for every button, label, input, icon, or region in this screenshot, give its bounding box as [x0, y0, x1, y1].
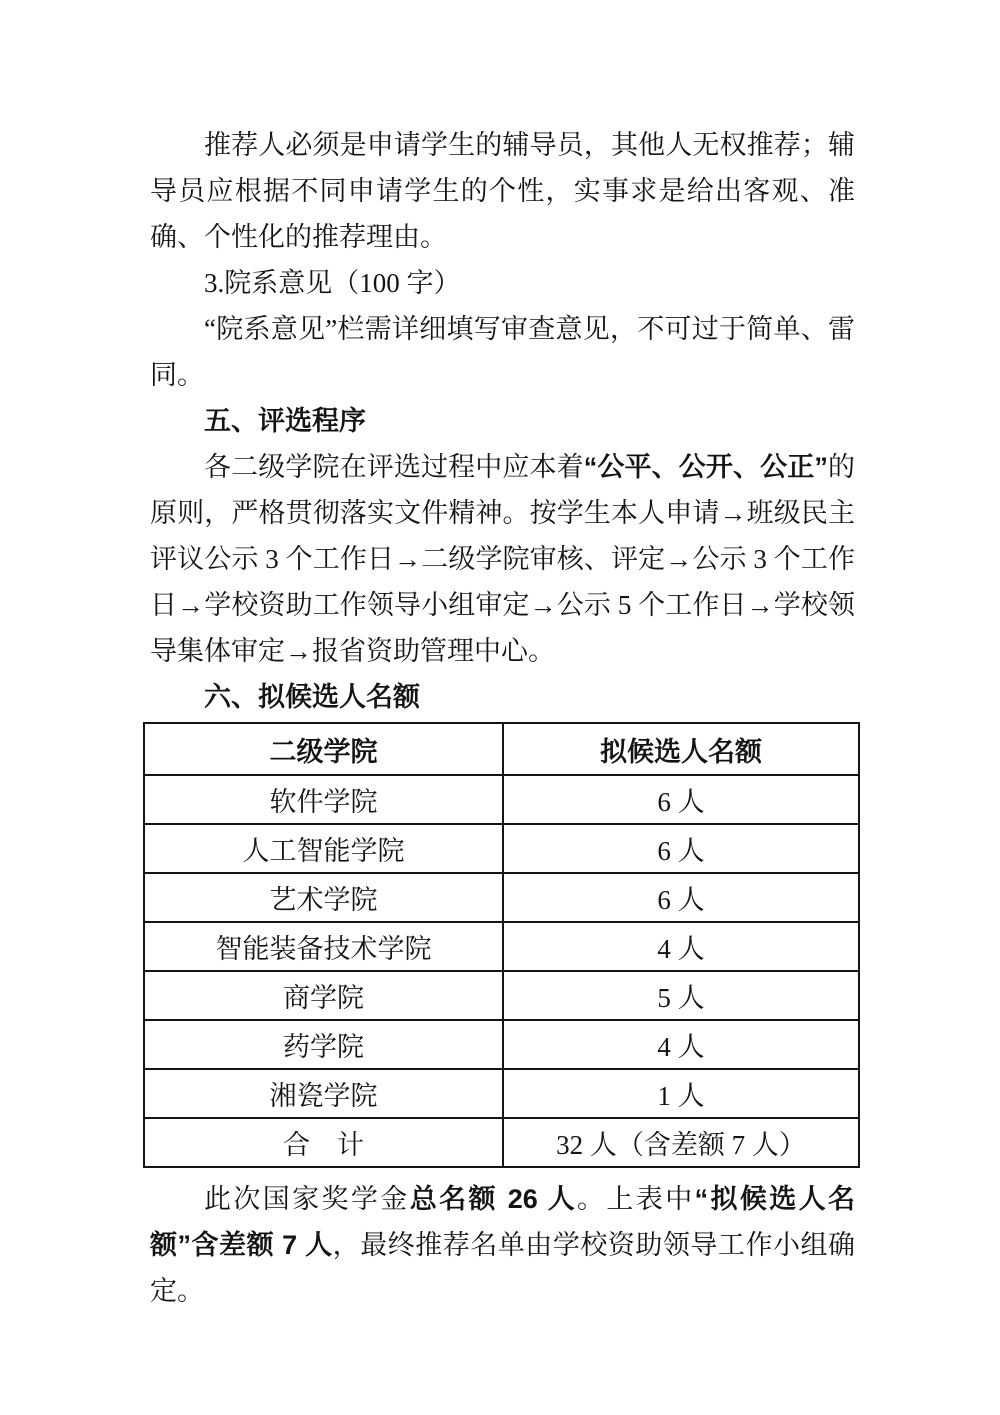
paragraph-selection-procedure — [150, 444, 855, 674]
heading-text: 五、评选程序 — [204, 406, 366, 436]
paragraph-total-quota-note — [150, 1176, 855, 1314]
table-row — [144, 873, 859, 922]
column-header-college: 二级学院 — [144, 723, 503, 775]
table-row — [144, 1069, 859, 1118]
text-segment-bold: 总名额 26 人 — [409, 1184, 578, 1214]
table-row — [144, 775, 859, 824]
cell-college: 商学院 — [144, 971, 503, 1020]
text-segment: 3.院系意见（100 字） — [204, 268, 461, 298]
text-segment: 各二级学院在评选过程中应本着 — [204, 452, 584, 482]
heading-text: 六、拟候选人名额 — [204, 682, 420, 712]
text-segment-bold: “拟候选人名额”含差额 7 人 — [150, 1184, 856, 1260]
cell-college: 人工智能学院 — [144, 824, 503, 873]
section-heading-selection-procedure — [150, 398, 855, 444]
cell-quota-total: 32 人（含差额 7 人） — [503, 1118, 859, 1167]
text-segment: 。上表中 — [577, 1184, 695, 1214]
cell-college: 艺术学院 — [144, 873, 503, 922]
text-segment: “院系意见”栏需详细填写审查意见，不可过于简单、雷同。 — [150, 314, 855, 390]
text-segment: ，最终推荐名单由学校资助领导工作小组确定。 — [150, 1230, 855, 1306]
table-header-row — [144, 723, 859, 775]
table-row — [144, 824, 859, 873]
cell-college: 智能装备技术学院 — [144, 922, 503, 971]
table-row-total — [144, 1118, 859, 1167]
table-row — [144, 922, 859, 971]
cell-quota: 6 人 — [503, 775, 859, 824]
table-row — [144, 1020, 859, 1069]
column-header-quota: 拟候选人名额 — [503, 723, 859, 775]
cell-quota: 4 人 — [503, 1020, 859, 1069]
text-segment: 此次国家奖学金 — [204, 1184, 410, 1214]
cell-quota: 4 人 — [503, 922, 859, 971]
cell-quota: 6 人 — [503, 873, 859, 922]
cell-college-total: 合 计 — [144, 1118, 503, 1167]
cell-college: 湘瓷学院 — [144, 1069, 503, 1118]
cell-quota: 5 人 — [503, 971, 859, 1020]
text-segment: 的原则，严格贯彻落实文件精神。按学生本人申请→班级民主评议公示 3 个工作日→二级学院审核、评定→公示 3 个工作日→学校资助工作领导小组审定→公示 5 个工作日→学校领导集体审定→报省资助管理中心。 — [150, 452, 855, 666]
text-segment-bold: “公平、公开、公正” — [583, 452, 828, 482]
paragraph-dept-opinion-note — [150, 306, 855, 398]
text-segment: 推荐人必须是申请学生的辅导员，其他人无权推荐；辅导员应根据不同申请学生的个性，实事求是给出客观、准确、个性化的推荐理由。 — [150, 130, 855, 252]
cell-college: 药学院 — [144, 1020, 503, 1069]
cell-quota: 1 人 — [503, 1069, 859, 1118]
table-row — [144, 971, 859, 1020]
cell-college: 软件学院 — [144, 775, 503, 824]
item-dept-opinion — [150, 260, 855, 306]
candidate-quota-table — [143, 722, 860, 1168]
cell-quota: 6 人 — [503, 824, 859, 873]
paragraph-recommender-rule — [150, 122, 855, 260]
section-heading-candidate-quota — [150, 674, 855, 720]
